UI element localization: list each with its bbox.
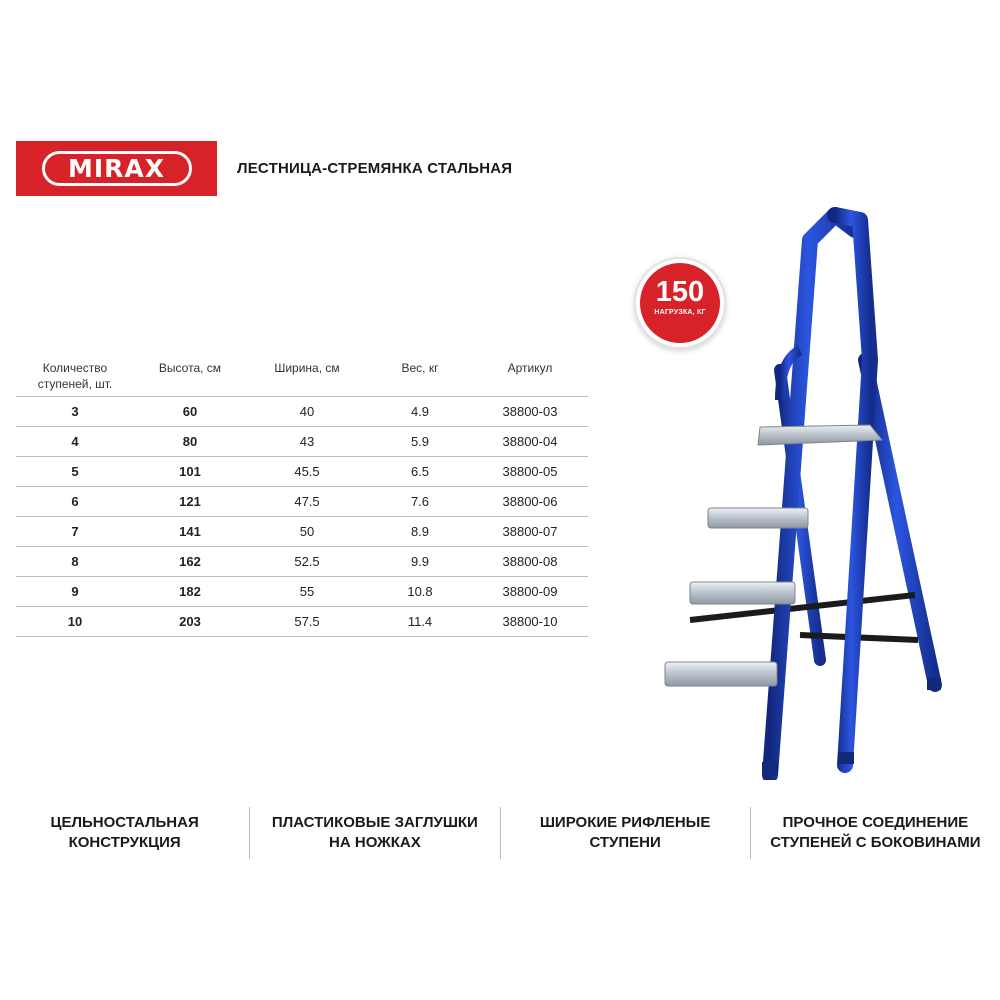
brand-logo-text: MIRAX	[42, 151, 192, 186]
table-row	[16, 397, 588, 427]
cell-steps: 3	[16, 397, 134, 427]
load-capacity-value: 150	[655, 276, 705, 308]
cell-article: 38800-08	[472, 547, 588, 577]
cell-article: 38800-07	[472, 517, 588, 547]
cell-height: 60	[134, 397, 246, 427]
cell-width: 43	[246, 427, 368, 457]
cell-weight: 8.9	[368, 517, 472, 547]
specs-table	[16, 360, 588, 637]
header-steps-line1: Количество	[42, 361, 108, 375]
table-row	[16, 577, 588, 607]
table-row	[16, 547, 588, 577]
cell-steps: 6	[16, 487, 134, 517]
cell-weight: 11.4	[368, 607, 472, 637]
cell-steps: 4	[16, 427, 134, 457]
load-capacity-label: НАГРУЗКА, КГ	[654, 309, 706, 316]
cell-weight: 10.8	[368, 577, 472, 607]
header-steps-line2: ступеней, шт.	[37, 377, 113, 391]
cell-steps: 9	[16, 577, 134, 607]
features-strip	[0, 807, 1000, 859]
feature-line1: ШИРОКИЕ РИФЛЕНЫЕ	[539, 814, 711, 831]
header-height: Высота, см	[158, 361, 222, 375]
header-weight: Вес, кг	[401, 361, 439, 375]
cell-weight: 4.9	[368, 397, 472, 427]
cell-height: 101	[134, 457, 246, 487]
header-article: Артикул	[507, 361, 553, 375]
product-title: ЛЕСТНИЦА-СТРЕМЯНКА СТАЛЬНАЯ	[237, 160, 513, 177]
cell-weight: 5.9	[368, 427, 472, 457]
feature-line1: ПЛАСТИКОВЫЕ ЗАГЛУШКИ	[271, 814, 478, 831]
front-frame	[770, 215, 870, 775]
cell-article: 38800-10	[472, 607, 588, 637]
feature-line1: ЦЕЛЬНОСТАЛЬНАЯ	[50, 814, 199, 831]
feature-line2: КОНСТРУКЦИЯ	[68, 834, 181, 851]
table-row	[16, 607, 588, 637]
cell-weight: 6.5	[368, 457, 472, 487]
cell-width: 47.5	[246, 487, 368, 517]
cell-width: 55	[246, 577, 368, 607]
table-row	[16, 517, 588, 547]
header-steps	[16, 360, 134, 397]
cell-width: 45.5	[246, 457, 368, 487]
cell-width: 57.5	[246, 607, 368, 637]
feature-line2: СТУПЕНИ	[589, 834, 661, 851]
header-width: Ширина, см	[274, 361, 340, 375]
cell-article: 38800-06	[472, 487, 588, 517]
feature-line2: СТУПЕНЕЙ С БОКОВИНАМИ	[770, 834, 981, 851]
feature-line1: ПРОЧНОЕ СОЕДИНЕНИЕ	[782, 814, 969, 831]
cell-height: 80	[134, 427, 246, 457]
cell-width: 50	[246, 517, 368, 547]
table-row	[16, 457, 588, 487]
cell-article: 38800-04	[472, 427, 588, 457]
cell-width: 52.5	[246, 547, 368, 577]
cell-height: 141	[134, 517, 246, 547]
cell-article: 38800-09	[472, 577, 588, 607]
feature-item	[0, 807, 249, 859]
cell-steps: 7	[16, 517, 134, 547]
cell-width: 40	[246, 397, 368, 427]
table-row	[16, 427, 588, 457]
brand-logo	[16, 141, 217, 196]
cell-weight: 7.6	[368, 487, 472, 517]
table-row	[16, 487, 588, 517]
cell-height: 182	[134, 577, 246, 607]
cell-height: 121	[134, 487, 246, 517]
feature-item	[750, 807, 1000, 859]
cell-article: 38800-05	[472, 457, 588, 487]
cell-height: 162	[134, 547, 246, 577]
cell-height: 203	[134, 607, 246, 637]
feature-line2: НА НОЖКАХ	[329, 834, 421, 851]
cell-steps: 8	[16, 547, 134, 577]
load-capacity-badge	[640, 263, 720, 343]
feature-item	[249, 807, 499, 859]
feature-item	[500, 807, 750, 859]
cell-steps: 10	[16, 607, 134, 637]
cell-weight: 9.9	[368, 547, 472, 577]
cell-article: 38800-03	[472, 397, 588, 427]
specs-header-row	[16, 360, 588, 397]
cell-steps: 5	[16, 457, 134, 487]
